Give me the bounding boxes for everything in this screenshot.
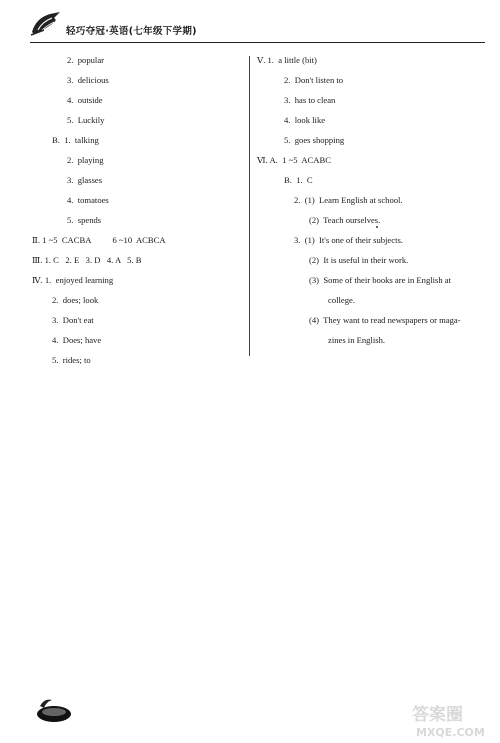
answer-line: 2. (1) Learn English at school.: [294, 195, 403, 205]
answer-line: 4. tomatoes: [67, 195, 109, 205]
footer-ornament-icon: [34, 694, 74, 724]
answer-line: 3. has to clean: [284, 95, 336, 105]
watermark-bottom-text: MXQE.COM: [416, 726, 485, 739]
column-divider: [249, 56, 250, 356]
answer-line: (3) Some of their books are in English at: [309, 275, 452, 285]
answer-line: 5. rides; to: [52, 355, 91, 365]
answer-line: Ⅲ. 1. C 2. E 3. D 4. A 5. B: [32, 255, 142, 265]
answer-line: 3. delicious: [67, 75, 109, 85]
answer-line: 2. Don't listen to: [284, 75, 344, 85]
answer-line: 3. Don't eat: [52, 315, 94, 325]
answer-line: B. 1. talking: [52, 135, 99, 145]
answer-line: B. 1. C: [284, 175, 313, 185]
watermark-logo: [410, 700, 490, 740]
answer-line: 5. goes shopping: [284, 135, 345, 145]
answer-line: Ⅱ. 1 ~5 CACBA 6 ~10 ACBCA: [32, 235, 166, 245]
answer-line: Ⅴ. 1. a little (bit): [257, 55, 317, 65]
watermark-top-text: 答案圈: [412, 705, 463, 725]
answer-line: Ⅵ. A. 1 ~5 ACABC: [257, 155, 331, 165]
answer-line: (4) They want to read newspapers or maga-: [309, 315, 461, 325]
answer-line: 4. Does; have: [52, 335, 102, 345]
answer-line: 3. (1) It's one of their subjects.: [294, 235, 403, 245]
header-title: 轻巧夺冠·英语(七年级下学期): [66, 26, 197, 37]
stray-dot: [376, 226, 378, 228]
answer-line: 4. outside: [67, 95, 103, 105]
answer-line: college.: [328, 295, 355, 305]
answer-line: (2) Teach ourselves.: [309, 215, 381, 225]
answer-line: zines in English.: [328, 335, 386, 345]
answer-line: (2) It is useful in their work.: [309, 255, 409, 265]
answer-line: 3. glasses: [67, 175, 103, 185]
answer-line: 2. does; look: [52, 295, 99, 305]
answer-line: 2. popular: [67, 55, 104, 65]
logo-icon: [30, 10, 64, 36]
answer-line: 5. spends: [67, 215, 102, 225]
answer-line: 2. playing: [67, 155, 104, 165]
answer-line: Ⅳ. 1. enjoyed learning: [32, 275, 114, 285]
answer-line: 5. Luckily: [67, 115, 105, 125]
answer-line: 4. look like: [284, 115, 326, 125]
page-header: [0, 0, 500, 44]
header-rule: [30, 42, 485, 43]
